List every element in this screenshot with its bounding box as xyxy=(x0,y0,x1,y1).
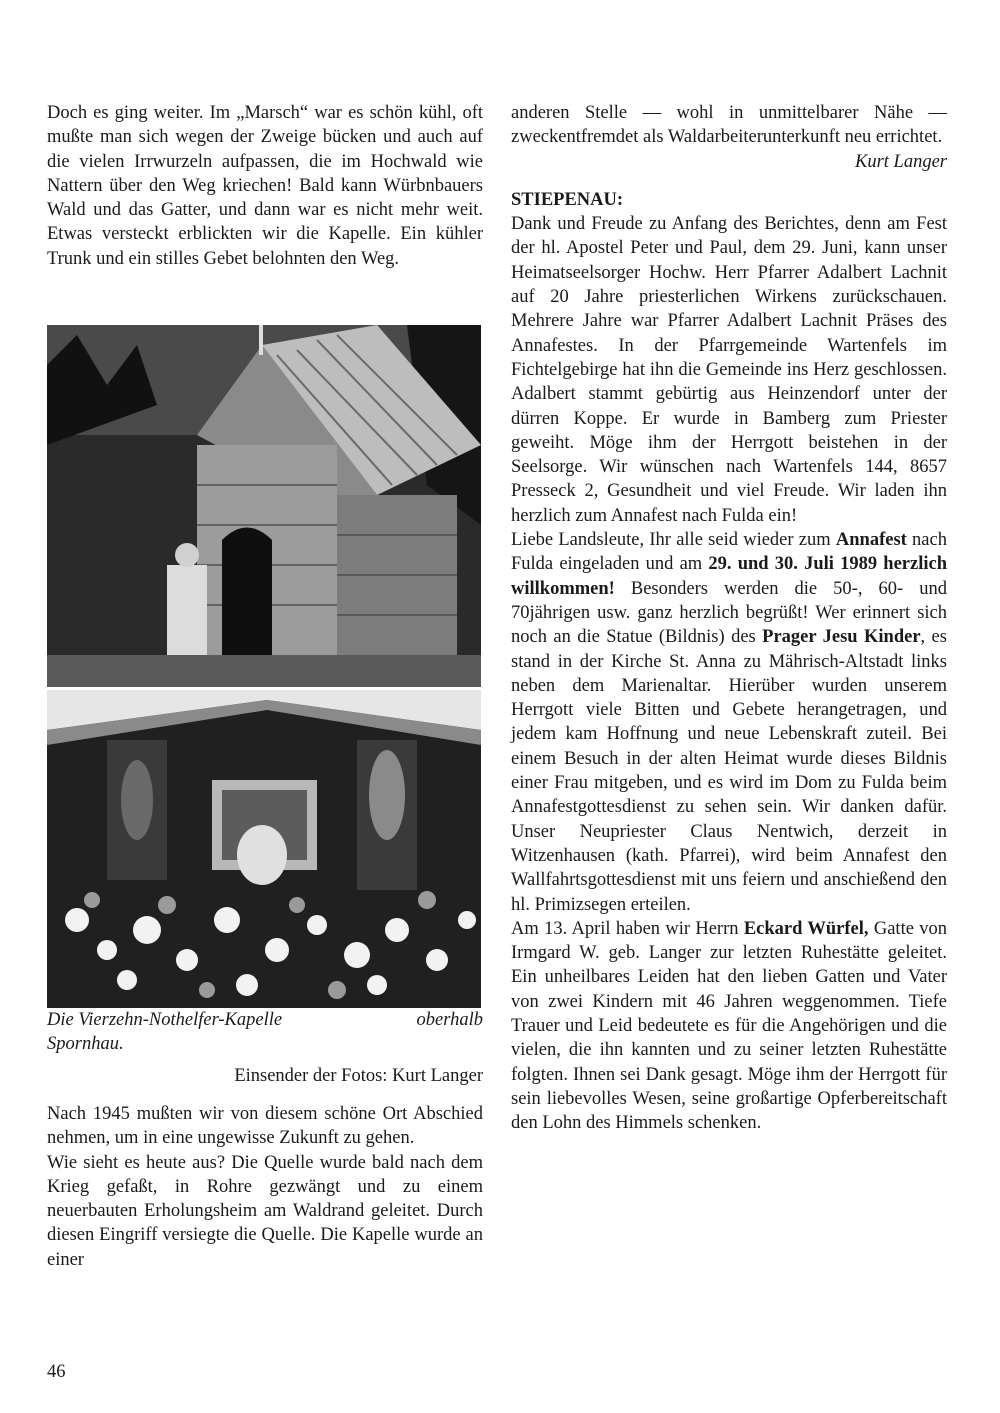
section-heading: STIEPENAU: xyxy=(511,189,624,210)
intro-paragraph: Doch es ging weiter. Im „Marsch“ war es schön kühl, oft mußte man sich wegen der Zweige bücken und auch auf die vielen Irrwurzeln aufpassen, die im Hochwald wie Nattern über den Weg kriechen! Bald kann Würbnbauers Wald und das Gatter, und dann war es nicht mehr weit. Etwas versteckt erblickten wir die Kapelle. Ein kühler Trunk und ein stilles Gebet belohnten den Weg. xyxy=(47,103,483,269)
caption-text: Die Vierzehn-Nothelfer-Kapelle xyxy=(47,1010,283,1030)
continuation-paragraph: anderen Stelle — wohl in unmittelbarer Nähe — zweckentfremdet als Waldarbeiterunterkunft neu errichtet. xyxy=(511,103,947,148)
paragraph-today: Wie sieht es heute aus? Die Quelle wurde bald nach dem Krieg gefaßt, in Rohre gezwängt und zu einem neuerbauten Erholungsheim am Waldrand geleitet. Durch diesen Eingriff versiegte die Quelle. Die Kapelle wurde an einer xyxy=(47,1152,483,1270)
chapel-exterior-photo xyxy=(47,325,481,687)
left-column-top xyxy=(47,101,483,271)
paragraph-anniversary: Dank und Freude zu Anfang des Berichtes, denn am Fest der hl. Apostel Peter und Paul, dem 29. Juni, kann unser Heimatseelsorger Hochw. Herr Pfarrer Adalbert Lachnit auf 20 Jahre priesterlichen Wirkens zurückschauen. Mehrere Jahre war Pfarrer Adalbert Lachnit Präses des Annafestes. In der Pfarrgemeinde Wartenfels im Fichtelgebirge hat ihn die Gemeinde ins Herz geschlossen. Adalbert stammt gebürtig aus Heinzendorf unter der dürren Koppe. Er wurde in Bamberg zum Priester geweiht. Möge ihm der Herrgott beistehen in der Seelsorge. Wir wünschen nach Wartenfels 144, 8657 Presseck 2, Gesundheit und viel Freude. Wir laden ihn herzlich zum Annafest nach Fulda ein! xyxy=(511,214,947,526)
photo-credit: Einsender der Fotos: Kurt Langer xyxy=(234,1066,483,1086)
chapel-interior-photo xyxy=(47,690,481,1008)
paragraph-obituary: Am 13. April haben wir Herrn Eckard Würfel, Gatte von Irmgard W. geb. Langer zur letzten Ruhestätte geleitet. Ein unheilbares Leiden hat den lieben Gatten und Vater von zwei Kindern mit 46 Jahren weggenommen. Tiefe Trauer und Leid bedeutete es für die Angehörigen und die vielen, die ihn kannten und zu seiner letzten Ruhestätte folgten. Ihnen sei Dank gesagt. Möge ihm der Herrgott für sein liebevolles Wesen, seine großartige Opferbereitschaft den Lohn des Himmels schenken. xyxy=(511,918,947,1134)
right-column xyxy=(511,101,947,1135)
left-column-bottom xyxy=(47,1102,483,1272)
author-signature: Kurt Langer xyxy=(854,151,947,172)
paragraph-farewell: Nach 1945 mußten wir von diesem schöne Ort Abschied nehmen, um in eine ungewisse Zukunft zu gehen. xyxy=(47,1104,483,1149)
paragraph-annafest: Liebe Landsleute, Ihr alle seid wieder zum Annafest nach Fulda eingeladen und am 29. und 30. Juli 1989 herzlich willkommen! Besonders werden die 50-, 60- und 70jährigen usw. ganz herzlich begrüßt! Wer erinnert sich noch an die Statue (Bildnis) des Prager Jesu Kinder, es stand in der Kirche St. Anna zu Mährisch-Altstadt links neben dem Marienaltar. Hierüber wurden unserem Herrgott viele Bitten und Gebete herangetragen, und jedem kam Hoffnung und neue Lebenskraft zuteil. Bei einem Besuch in der alten Heimat wurde dieses Bildnis einer Frau mitgeben, und es wird im Dom zu Fulda beim Annafestgottesdienst zu sehen sein. Wir danken dafür. Unser Neupriester Claus Nentwich, derzeit in Witzenhausen (kath. Pfarrei), wird beim Annafest den Wallfahrtsgottesdienst mit uns feiern und anschießend den hl. Primizsegen erteilen. xyxy=(511,530,947,915)
page-number: 46 xyxy=(47,1362,66,1382)
photo-caption xyxy=(47,1008,483,1088)
caption-text-3: Spornhau. xyxy=(47,1034,124,1054)
caption-text-2: oberhalb xyxy=(416,1010,483,1030)
